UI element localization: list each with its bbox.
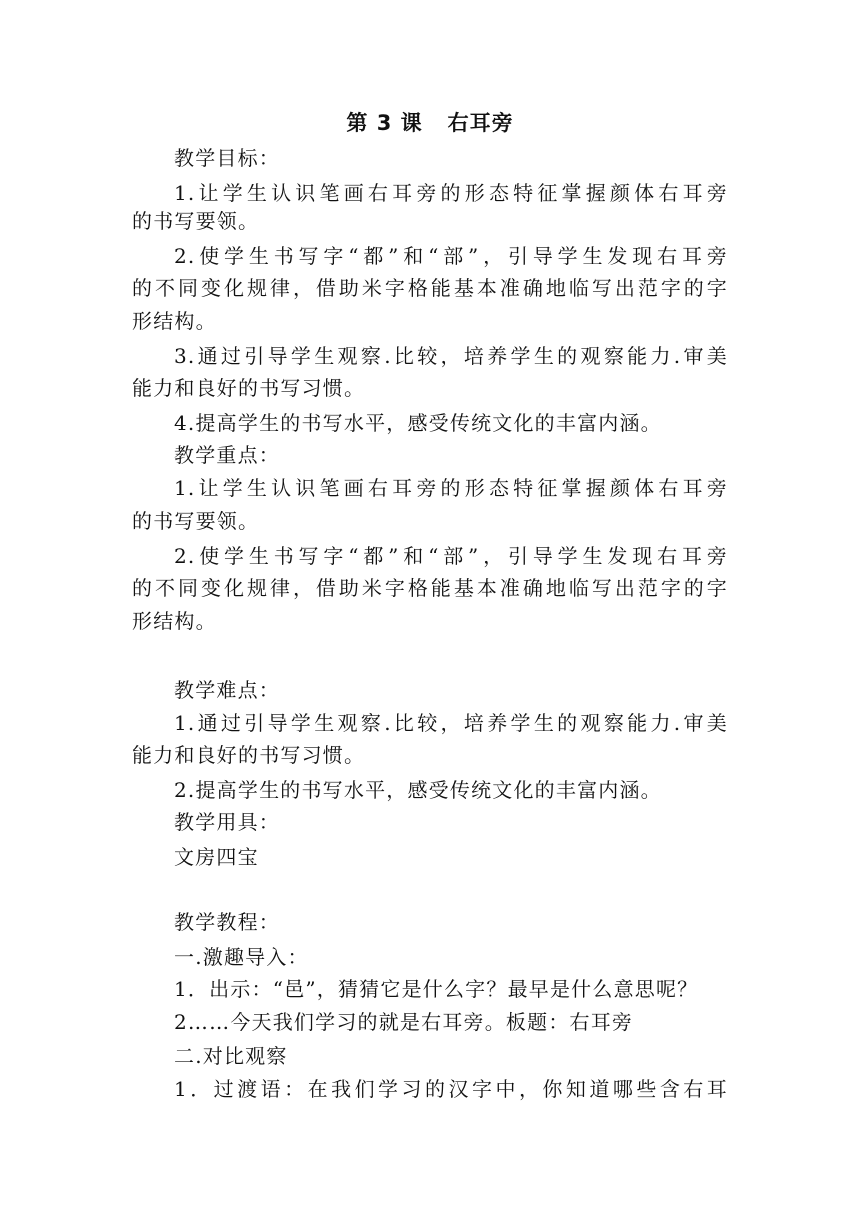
objective-4: 4.提高学生的书写水平，感受传统文化的丰富内涵。 (174, 411, 662, 435)
key-point-2-line-1: 2.使学生书写字“都”和“部”，引导学生发现右耳旁 (174, 544, 728, 568)
key-point-2-line-2: 的不同变化规律，借助米字格能基本准确地临写出范字的字 (132, 576, 728, 600)
objective-3-line-1: 3.通过引导学生观察.比较，培养学生的观察能力.审美 (174, 344, 728, 368)
process-step-2: 2……今天我们学习的就是右耳旁。板题：右耳旁 (174, 1010, 634, 1034)
section-1-heading: 一.激趣导入： (174, 945, 309, 969)
process-step-1: 1．出示：“邑”，猜猜它是什么字？最早是什么意思呢？ (174, 977, 699, 1001)
objective-1-line-1: 1.让学生认识笔画右耳旁的形态特征掌握颜体右耳旁 (174, 181, 728, 205)
objective-2-line-2: 的不同变化规律，借助米字格能基本准确地临写出范字的字 (132, 276, 728, 300)
heading-objectives: 教学目标： (174, 146, 280, 170)
heading-difficulties: 教学难点： (174, 678, 280, 702)
objective-2-line-3: 形结构。 (132, 309, 217, 333)
heading-process: 教学教程： (174, 910, 280, 934)
tools-content: 文房四宝 (174, 845, 259, 869)
objective-2-line-1: 2.使学生书写字“都”和“部”，引导学生发现右耳旁 (174, 244, 728, 268)
objective-3-line-2: 能力和良好的书写习惯。 (132, 376, 366, 400)
key-point-2-line-3: 形结构。 (132, 609, 217, 633)
difficulty-1-line-1: 1.通过引导学生观察.比较，培养学生的观察能力.审美 (174, 711, 728, 735)
objective-1-line-2: 的书写要领。 (132, 209, 260, 233)
key-point-1-line-2: 的书写要领。 (132, 509, 260, 533)
heading-key-points: 教学重点： (174, 443, 280, 467)
difficulty-2: 2.提高学生的书写水平，感受传统文化的丰富内涵。 (174, 778, 662, 802)
section-2-heading: 二.对比观察 (174, 1044, 288, 1068)
heading-tools: 教学用具： (174, 810, 280, 834)
key-point-1-line-1: 1.让学生认识笔画右耳旁的形态特征掌握颜体右耳旁 (174, 476, 728, 500)
process-step-3: 1．过渡语：在我们学习的汉字中，你知道哪些含右耳 (174, 1077, 728, 1101)
lesson-title: 第 3 课 右耳旁 (346, 111, 514, 135)
difficulty-1-line-2: 能力和良好的书写习惯。 (132, 743, 366, 767)
